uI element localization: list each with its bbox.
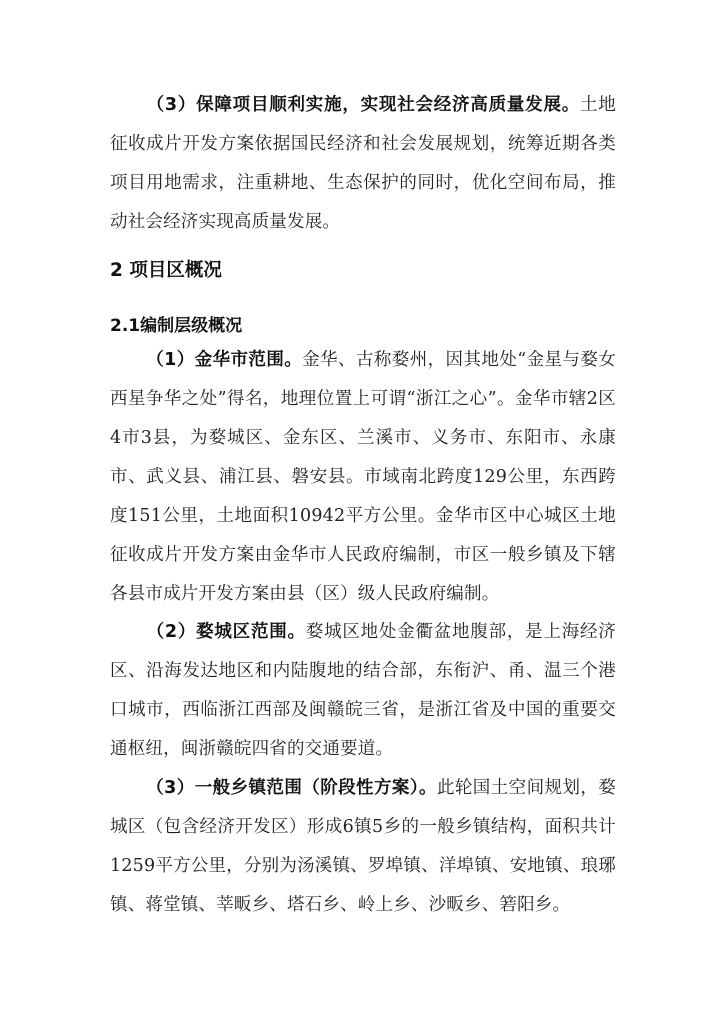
paragraph-body: 婺城区地处金衢盆地腹部，是上海经济区、沿海发达地区和内陆腹地的结合部，东衔沪、甬、温三个港口城市，西临浙江西部及闽赣皖三省，是浙江省及中国的重要交通枢纽，闽浙赣皖四省的交通要道。 — [110, 622, 616, 759]
paragraph-wucheng-scope — [110, 613, 616, 769]
paragraph-project-implementation — [110, 86, 616, 242]
section-heading-2-1: 2.1编制层级概况 — [110, 316, 243, 336]
paragraph-lead: （3）一般乡镇范围（阶段性方案）。 — [146, 778, 437, 798]
paragraph-body: 金华、古称婺州，因其地处“金星与婺女西星争华之处”得名，地理位置上可谓“浙江之心”。金华市辖2区4市3县，为婺城区、金东区、兰溪市、义务市、东阳市、永康市、武义县、浦江县、磐安县。市域南北跨度129公里，东西跨度151公里，土地面积10942平方公里。金华市区中心城区土地征收成片开发方案由金华市人民政府编制，市区一般乡镇及下辖各县市成片开发方案由县（区）级人民政府编制。 — [110, 350, 616, 604]
paragraph-township-scope — [110, 769, 616, 925]
paragraph-lead: （1）金华市范围。 — [146, 350, 303, 370]
paragraph-jinhua-scope — [110, 341, 616, 614]
paragraph-lead: （3）保障项目顺利实施，实现社会经济高质量发展。 — [146, 95, 581, 115]
paragraph-body: 土地征收成片开发方案依据国民经济和社会发展规划，统筹近期各类项目用地需求，注重耕地、生态保护的同时，优化空间布局，推动社会经济实现高质量发展。 — [110, 95, 616, 232]
paragraph-body: 此轮国土空间规划，婺城区（包含经济开发区）形成6镇5乡的一般乡镇结构，面积共计1259平方公里，分别为汤溪镇、罗埠镇、洋埠镇、安地镇、琅琊镇、蒋堂镇、莘畈乡、塔石乡、岭上乡、沙畈乡、箬阳乡。 — [110, 778, 617, 915]
paragraph-lead: （2）婺城区范围。 — [146, 622, 306, 642]
section-heading-2: 2 项目区概况 — [110, 260, 222, 281]
